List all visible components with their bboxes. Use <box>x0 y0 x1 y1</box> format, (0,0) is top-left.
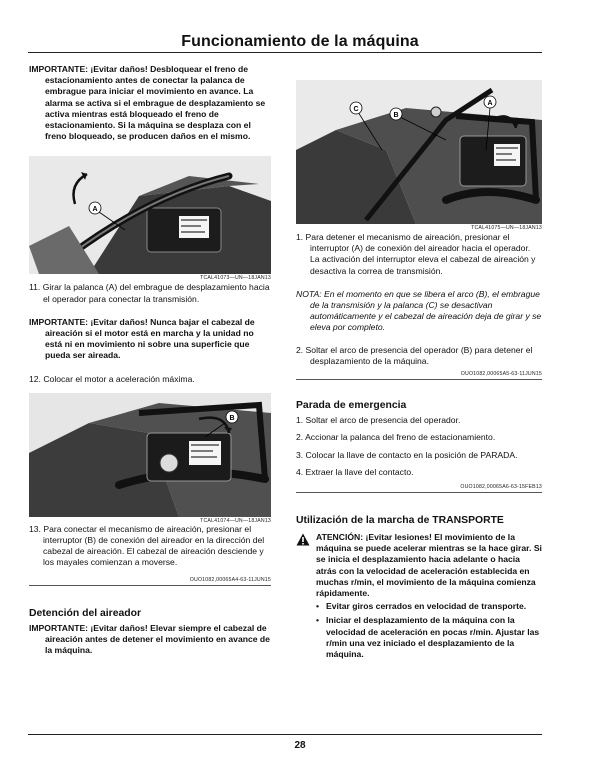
step-13: 13. Para conectar el mecanismo de aireación, presionar el interruptor (B) de conexión del aireador en la dirección del cabezal de aireación. El cabezal de aireación desciende y los mayales comienzan a moverse. <box>29 523 265 568</box>
note: NOTA: En el momento en que se libera el arco (B), el embrague de la transmisión y la palanca (C) se desactivan automáticamente y el cabezal de aireación deja de girar y se eleva por completo. <box>296 288 542 332</box>
aerator-switch-illustration <box>29 393 271 517</box>
page-title: Funcionamiento de la máquina <box>181 33 419 50</box>
step-11: 11. Girar la palanca (A) del embrague de desplazamiento hacia el operador para conectar la transmisión. <box>29 282 270 304</box>
callout-c: C <box>353 106 359 113</box>
emergency-step: 2. Accionar la palanca del freno de estacionamiento. <box>296 432 496 443</box>
reference-code: OUO1082,00065A4-63-11JUN15 <box>189 576 271 583</box>
step-12: 12. Colocar el motor a aceleración máxima. <box>29 373 195 384</box>
warning-text: ATENCIÓN: ¡Evitar lesiones! El movimiento de la máquina se puede acelerar mientras se la hace girar. Si se inicia el desplazamiento hacia adelante o hacia atrás con la velocidad de aceleración establecida en muchas r/min, el movimiento de la máquina comienza rápidamente. <box>316 532 542 599</box>
figure-clutch-lever <box>29 156 271 274</box>
figure-operator-bail <box>296 80 542 224</box>
section-divider <box>296 492 542 493</box>
section-heading-stop: Detención del aireador <box>29 607 142 619</box>
important-brake-notice: IMPORTANTE: ¡Evitar daños! Desbloquear el freno de estacionamiento antes de conectar la palanca de embrague para iniciar el movimiento en avance. La alarma se activa si el embrague de desplazamiento se activa mientras está bloqueado el freno de estacionamiento. Si la máquina se desplaza con el freno bloqueado, se producen daños en el mismo. <box>29 64 266 142</box>
bullet-item: • Iniciar el desplazamiento de la máquina con la velocidad de aceleración en pocas r/min. Ajustar las r/min una vez iniciado el desplazamiento de la máquina. <box>316 615 542 660</box>
callout-a: A <box>487 100 493 107</box>
callout-b: B <box>229 414 235 422</box>
emergency-step: 3. Colocar la llave de contacto en la posición de PARADA. <box>296 449 518 460</box>
footer-rule <box>28 734 542 735</box>
figure-caption: TCAL41074—UN—18JAN13 <box>200 517 271 524</box>
important-stop-notice: IMPORTANTE: ¡Evitar daños! Elevar siempre el cabezal de aireación antes de detener el movimiento en avance de la máquina. <box>29 622 270 656</box>
warning-bullets <box>296 601 542 660</box>
figure-caption: TCAL41075—UN—18JAN13 <box>471 225 542 231</box>
callout-a: A <box>92 206 98 214</box>
bullet-item: • Evitar giros cerrados en velocidad de transporte. <box>316 601 542 612</box>
section-heading-transport: Utilización de la marcha de TRANSPORTE <box>296 515 504 527</box>
emergency-step: 1. Soltar el arco de presencia del operador. <box>296 415 461 426</box>
figure-caption: TCAL41073—UN—18JAN13 <box>200 275 271 282</box>
warning-block <box>296 532 542 599</box>
figure-aerator-switch <box>29 393 271 517</box>
right-column <box>296 64 542 663</box>
callout-b: B <box>393 112 399 119</box>
left-column <box>29 64 271 656</box>
section-divider <box>29 585 271 586</box>
section-heading-emergency: Parada de emergencia <box>296 400 407 412</box>
section-divider <box>296 379 542 380</box>
warning-icon <box>296 533 310 546</box>
reference-code: OUO1082,00065A6-63-15FEB13 <box>460 484 542 491</box>
title-rule <box>28 52 542 53</box>
page-number: 28 <box>294 740 306 751</box>
operator-bail-illustration <box>296 80 542 224</box>
emergency-step: 4. Extraer la llave del contacto. <box>296 466 414 477</box>
reference-code: OUO1082,00065A5-63-11JUN15 <box>460 371 542 378</box>
step-1: 1. Para detener el mecanismo de aireación, presionar el interruptor (A) de conexión del aireador hacia el operador. La activación del interruptor eleva el cabezal de aireación y desactiva la correa de transmisión. <box>296 232 536 276</box>
important-lower-notice: IMPORTANTE: ¡Evitar daños! Nunca bajar el cabezal de aireación si el motor está en marcha y la unidad no está ni en movimiento ni sobre una superficie que pueda ser aireada. <box>29 316 255 361</box>
clutch-lever-illustration <box>29 156 271 274</box>
step-2: 2. Soltar el arco de presencia del operador (B) para detener el desplazamiento de la máquina. <box>296 344 533 367</box>
